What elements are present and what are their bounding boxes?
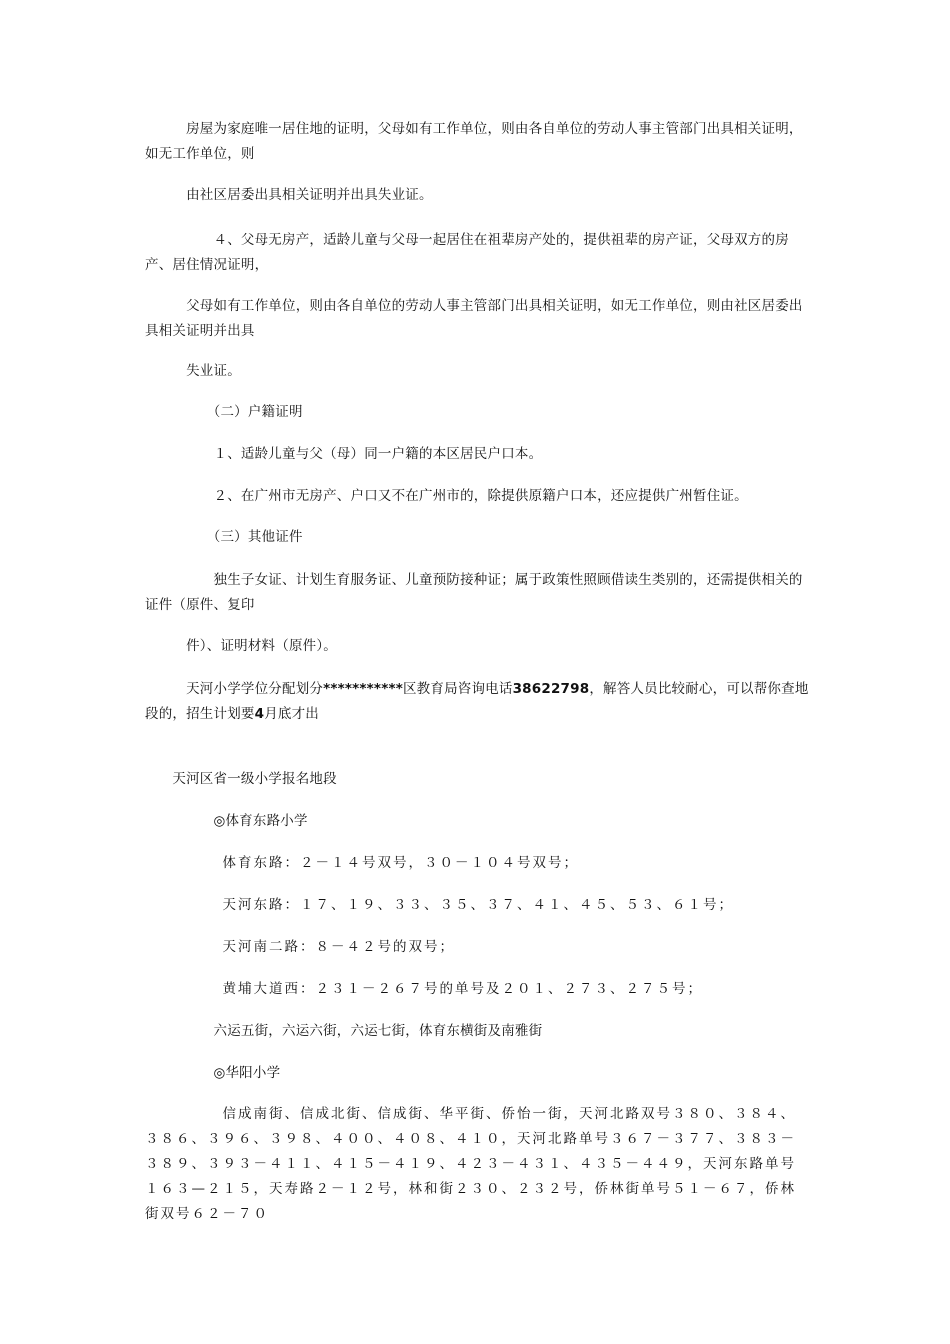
month-number: 4 [254, 706, 265, 722]
paragraph: 件）、证明材料（原件）。 [145, 638, 337, 654]
school-heading: ◎体育东路小学 [145, 813, 308, 829]
paragraph: 独生子女证、计划生育服务证、儿童预防接种证；属于政策性照顾借读生类别的，还需提供相关的证件（原件、复印 [145, 572, 803, 613]
masked-text: *********** [323, 681, 403, 697]
paragraph: ４、父母无房产，适龄儿童与父母一起居住在祖辈房产处的，提供祖辈的房产证，父母双方的房产、居住情况证明， [145, 232, 789, 273]
paragraph-contact [145, 677, 810, 727]
section-heading: 天河区省一级小学报名地段 [145, 771, 337, 787]
address-line: 黄埔大道西：２３１－２６７号的单号及２０１、２７３、２７５号； [145, 981, 703, 997]
paragraph: 失业证。 [145, 363, 241, 379]
paragraph: １、适龄儿童与父（母）同一户籍的本区居民户口本。 [145, 446, 543, 462]
text-fragment: 区教育局咨询电话 [402, 681, 513, 697]
section-heading: （三）其他证件 [145, 529, 303, 545]
section-heading: （二）户籍证明 [145, 404, 303, 420]
address-line: 体育东路：２－１４号双号，３０－１０４号双号； [145, 855, 579, 871]
paragraph: 由社区居委出具相关证明并出具失业证。 [145, 187, 433, 203]
paragraph: 房屋为家庭唯一居住地的证明，父母如有工作单位，则由各自单位的劳动人事主管部门出具相关证明，如无工作单位，则 [145, 121, 803, 162]
paragraph: ２、在广州市无房产、户口又不在广州市的，除提供原籍户口本，还应提供广州暂住证。 [145, 488, 748, 504]
phone-number: 38622798 [512, 681, 590, 697]
paragraph: 父母如有工作单位，则由各自单位的劳动人事主管部门出具相关证明，如无工作单位，则由社区居委出具相关证明并出具 [145, 298, 803, 339]
text-fragment: 月底才出 [264, 706, 320, 722]
text-fragment: ，解答人员比较耐心，可以帮你查地段的，招生计划要 [145, 681, 809, 722]
address-line: 六运五街，六运六街，六运七街，体育东横街及南雅街 [145, 1023, 543, 1039]
address-paragraph: 信成南街、信成北街、信成街、华平街、侨怡一街，天河北路双号３８０、３８４、３８６、３９６、３９８、４００、４０８、４１０，天河北路单号３６７－３７７、３８３－３８９、３９３－４１１、４１５－４１９、４２３－４３１、４３５－４４９，天河东路单号１６３—２１５，天寿路２－１２号，林和街２３０、２３２号，侨林街单号５１－６７，侨林街双号６２－７０ [145, 1106, 796, 1222]
school-heading: ◎华阳小学 [145, 1065, 281, 1081]
address-line: 天河东路：１７、１９、３３、３５、３７、４１、４５、５３、６１号； [145, 897, 734, 913]
text-fragment: 天河小学学位分配划分 [145, 681, 324, 697]
address-line: 天河南二路：８－４２号的双号； [145, 939, 455, 955]
